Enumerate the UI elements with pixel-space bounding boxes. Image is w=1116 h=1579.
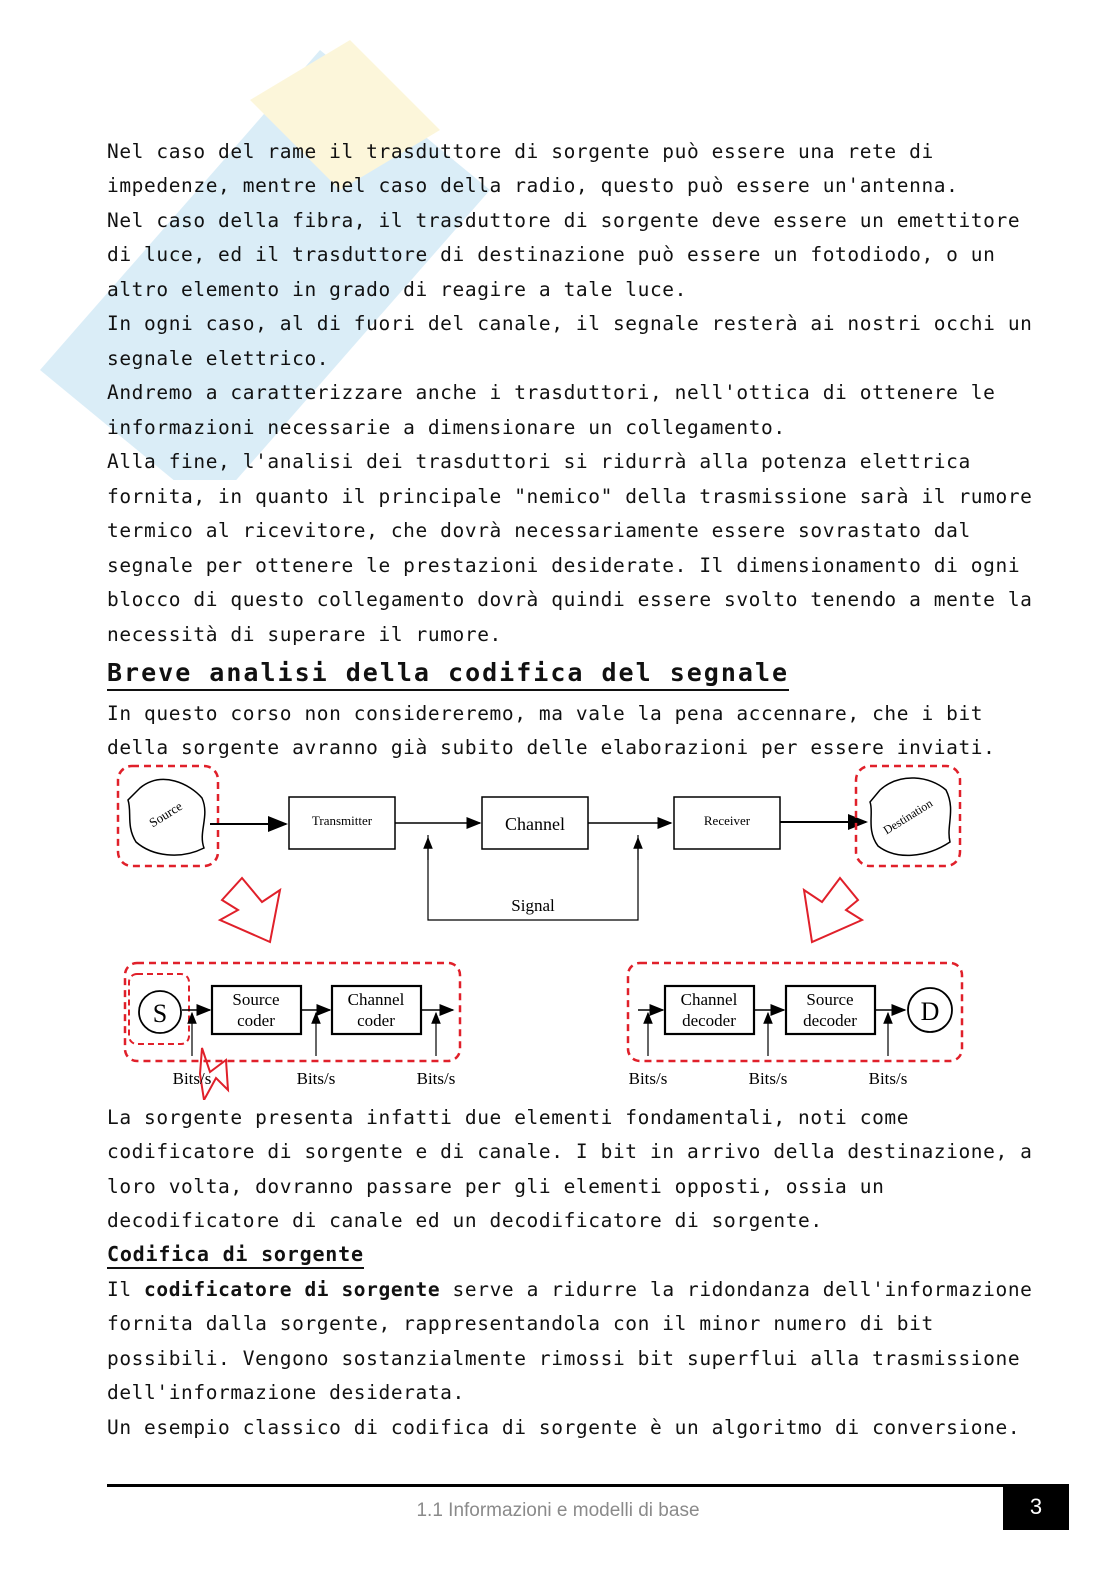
text-line: impedenze, mentre nel caso della radio, questo può essere un'antenna. (107, 174, 959, 197)
bits-label: Bits/s (172, 1069, 212, 1088)
receiver-label: Receiver (703, 813, 751, 828)
text-fragment: serve a ridurre la ridondanza dell'informazione (440, 1278, 1033, 1301)
text-line: segnale elettrico. (107, 347, 330, 370)
text-line: altro elemento in grado di reagire a tale luce. (107, 278, 687, 301)
text-line: informazioni necessarie a dimensionare un collegamento. (107, 416, 786, 439)
bits-label: Bits/s (868, 1069, 908, 1088)
text-line: necessità di superare il rumore. (107, 623, 502, 646)
text-line: Nel caso del rame il trasduttore di sorgente può essere una rete di (107, 140, 934, 163)
channel-coder-label-2: coder (357, 1011, 395, 1030)
source-decoder-label-1: Source (806, 990, 854, 1009)
source-coder-label-1: Source (232, 990, 280, 1009)
text-line: fornita, in quanto il principale "nemico" della trasmissione sarà il rumore (107, 485, 1033, 508)
source-coder-label-2: coder (237, 1011, 275, 1030)
bits-label: Bits/s (748, 1069, 788, 1088)
footer-rule (107, 1484, 1007, 1487)
source-label: Source (146, 798, 185, 831)
text-line: possibili. Vengono sostanzialmente rimossi bit superflui alla trasmissione (107, 1347, 1021, 1370)
signal-label: Signal (511, 896, 555, 915)
text-line: termico al ricevitore, che dovrà necessariamente essere sovrastato dal (107, 519, 971, 542)
section-heading: Breve analisi della codifica del segnale (107, 658, 789, 691)
destination-label: Destination (880, 796, 936, 838)
page-number: 3 (1003, 1484, 1069, 1530)
text-line: decodificatore di canale ed un decodificatore di sorgente. (107, 1209, 823, 1232)
text-line: In ogni caso, al di fuori del canale, il segnale resterà ai nostri occhi un (107, 312, 1033, 335)
bits-label: Bits/s (628, 1069, 668, 1088)
text-line: Alla fine, l'analisi dei trasduttori si ridurrà alla potenza elettrica (107, 450, 971, 473)
transmitter-label: Transmitter (311, 813, 373, 828)
text-fragment: Il (107, 1278, 145, 1301)
text-line: segnale per ottenere le prestazioni desiderate. Il dimensionamento di ogni (107, 554, 1021, 577)
text-line: blocco di questo collegamento dovrà quindi essere svolto tenendo a mente la (107, 588, 1033, 611)
text-line: della sorgente avranno già subito delle elaborazioni per essere inviati. (107, 736, 996, 759)
channel-decoder-label-2: decoder (682, 1011, 736, 1030)
text-line: In questo corso non considereremo, ma vale la pena accennare, che i bit (107, 702, 984, 725)
footer-title: 1.1 Informazioni e modelli di base (416, 1500, 700, 1521)
text-line: fornita dalla sorgente, rappresentandola con il minor numero di bit (107, 1312, 934, 1335)
text-line: di luce, ed il trasduttore di destinazione può essere un fotodiodo, o un (107, 243, 996, 266)
text-line: Un esempio classico di codifica di sorgente è un algoritmo di conversione. (107, 1416, 1021, 1439)
channel-label: Channel (505, 814, 565, 834)
text-line (107, 1275, 1033, 1305)
channel-coder-label-1: Channel (347, 990, 405, 1009)
destination-node-label: D (920, 997, 940, 1026)
text-line: Nel caso della fibra, il trasduttore di sorgente deve essere un emettitore (107, 209, 1021, 232)
source-node-label: S (152, 999, 168, 1028)
communication-block-diagram (110, 760, 970, 1100)
source-decoder-label-2: decoder (803, 1011, 857, 1030)
text-line: La sorgente presenta infatti due elementi fondamentali, noti come (107, 1106, 910, 1129)
bits-label: Bits/s (296, 1069, 336, 1088)
subsection-heading: Codifica di sorgente (107, 1241, 364, 1269)
text-line: codificatore di sorgente e di canale. I bit in arrivo della destinazione, a (107, 1140, 1033, 1163)
text-line: loro volta, dovranno passare per gli elementi opposti, ossia un (107, 1175, 885, 1198)
expand-arrow-right (804, 878, 862, 942)
text-line: dell'informazione desiderata. (107, 1381, 465, 1404)
bits-label: Bits/s (416, 1069, 456, 1088)
expand-arrow-left (220, 878, 280, 942)
bold-term: codificatore di sorgente (144, 1278, 441, 1301)
channel-decoder-label-1: Channel (680, 990, 738, 1009)
text-line: Andremo a caratterizzare anche i trasduttori, nell'ottica di ottenere le (107, 381, 996, 404)
